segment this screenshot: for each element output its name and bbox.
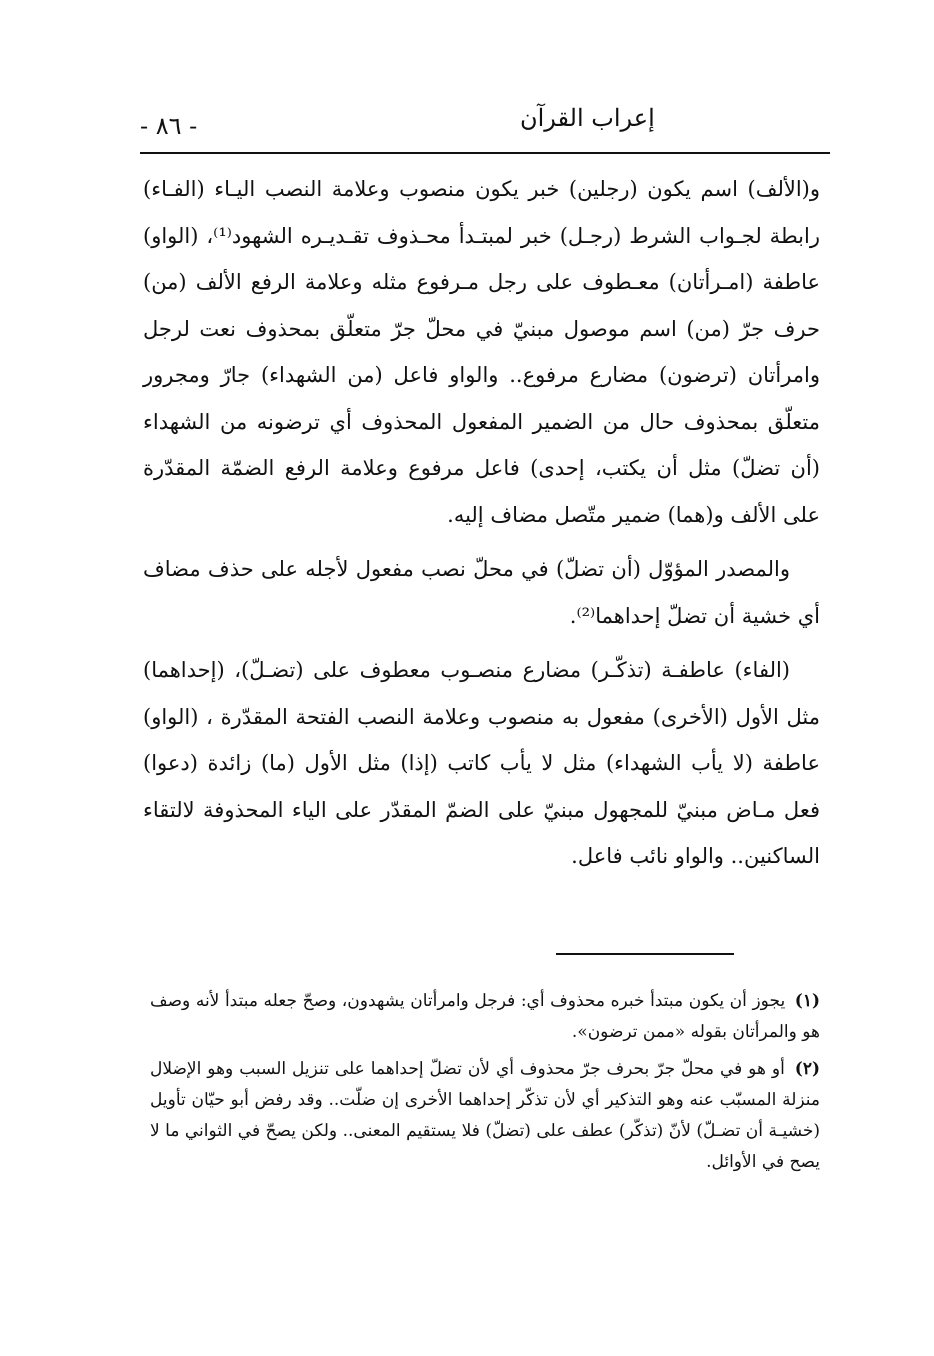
page-number: - ٨٦ -	[140, 112, 198, 140]
footnote-2-text: أو هو في محلّ جرّ بحرف جرّ محذوف أي لأن تضلّ إحداهما على تنزيل السبب وهو الإضلال منزلة المسبّب عنه وهو التذكير أي لأن تذكّر إحداهما الأخرى إن ضلّت.. وقد رفض أبو حيّان تأويل (خشيـة أن تضـلّ) لأنّ (تذكّر) عطف على (تضلّ) فلا يستقيم المعنى.. ولكن يصحّ في الثواني ما لا يصح في الأوائل.	[150, 1059, 820, 1172]
footnotes	[150, 986, 820, 1184]
footnote-1-mark: (١)	[794, 991, 820, 1011]
footnote-separator	[556, 953, 734, 955]
header-rule	[140, 152, 830, 154]
footnote-1-text: يجوز أن يكون مبتدأ خبره محذوف أي: فرجل وامرأتان يشهدون، وصحّ جعله مبتدأ لأنه وصف هو والمرأتان بقوله «ممن ترضون».	[150, 991, 820, 1042]
paragraph-1: و(الألف) اسم يكون (رجلين) خبر يكون منصوب وعلامة النصب اليـاء (الفـاء) رابطة لجـواب الشرط (رجـل) خبر لمبتـدأ محـذوف تقـديـره الشهود⁽¹⁾، (الواو) عاطفة (امـرأتان) معـطوف على رجل مـرفوع مثله وعلامة الرفع الألف (من) حرف جرّ (من) اسم موصول مبنيّ في محلّ جرّ متعلّق بمحذوف نعت لرجل وامرأتان (ترضون) مضارع مرفوع.. والواو فاعل (من الشهداء) جارّ ومجرور متعلّق بمحذوف حال من الضمير المفعول المحذوف أي ترضونه من الشهداء (أن تضلّ) مثل أن يكتب، إحدى) فاعل مرفوع وعلامة الرفع الضمّة المقدّرة على الألف و(هما) ضمير متّصل مضاف إليه.	[143, 177, 821, 527]
footnote-2	[150, 1054, 820, 1178]
page-header	[140, 100, 830, 150]
running-title: إعراب القرآن	[520, 104, 655, 132]
footnote-2-mark: (٢)	[794, 1059, 820, 1079]
footnote-1	[150, 986, 820, 1048]
paragraph-2: والمصدر المؤوّل (أن تضلّ) في محلّ نصب مفعول لأجله على حذف مضاف أي خشية أن تضلّ إحداهما⁽²⁾.	[143, 557, 820, 628]
paragraph-3: (الفاء) عاطفـة (تذكّـر) مضارع منصـوب معطوف على (تضـلّ)، (إحداهما) مثل الأول (الأخرى) مفعول به منصوب وعلامة النصب الفتحة المقدّرة ، (الواو) عاطفة (لا يأب الشهداء) مثل لا يأب كاتب (إذا) مثل الأول (ما) زائدة (دعوا) فعل مـاض مبنيّ للمجهول مبنيّ على الضمّ المقدّر على الياء المحذوفة لالتقاء الساكنين.. والواو نائب فاعل.	[143, 658, 820, 868]
main-text	[143, 166, 820, 880]
